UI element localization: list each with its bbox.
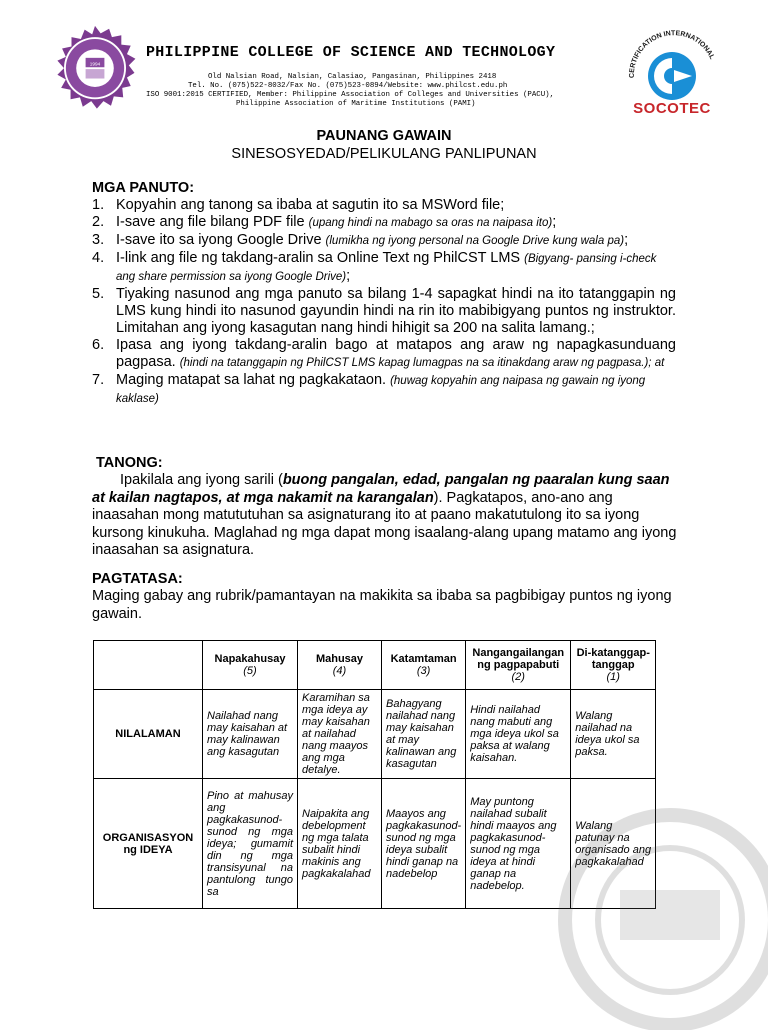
list-item: 5. Tiyaking nasunod ang mga panuto sa bilang 1-4 sapagkat hindi na ito tatanggapin ng LMS kung hindi ito nasunod gayundin hindi na rin ito mabibigyang puntos ng instruktor. Limitahan ang iyong kasagutan nang hindi hihigit sa 200 na salita lamang.; <box>92 286 676 336</box>
list-item: 2. I-save ang file bilang PDF file (upang hindi na mabago sa oras na naipasa ito); <box>92 214 557 230</box>
table-cell: Karamihan sa mga ideya ay may kaisahan at nailahad nang maayos ang mga detalye. <box>298 690 382 779</box>
table-cell: Bahagyang nailahad nang may kaisahan at may kalinawan ang kasagutan <box>382 690 466 779</box>
list-item: 1. Kopyahin ang tanong sa ibaba at sagutin ito sa MSWord file; <box>92 197 505 213</box>
table-cell: Maayos ang pagkakasunod-sunod ng mga ideya subalit hindi ganap na nadebelop <box>382 779 466 909</box>
watermark-seal-icon <box>520 790 768 1030</box>
list-item: 7. Maging matapat sa lahat ng pagkakataon. (huwag kopyahin ang naipasa ng gawain ng iyong kaklase) <box>92 372 646 405</box>
pagtatasa-text: Maging gabay ang rubrik/pamantayan na makikita sa ibaba sa pagbibigay puntos ng iyong gawain. <box>92 588 672 622</box>
socotec-certification-logo <box>612 18 732 122</box>
school-contact: Tel. No. (075)522-8032/Fax No. (075)523-0894/Website: www.philcst.edu.ph <box>188 82 508 90</box>
table-cell: Pino at mahusay ang pagkakasunod-sunod ng mga ideya; gumamit din ng mga transisyunal na pantulong tungo sa <box>203 779 298 909</box>
row-label: ORGANISASYON ng IDEYA <box>94 779 203 909</box>
table-cell: Naipakita ang debelopment ng mga talata subalit hindi makinis ang pagkakalahad <box>298 779 382 909</box>
panuto-list <box>92 197 676 408</box>
college-seal-icon <box>48 24 142 118</box>
table-cell: Walang patunay na organisado ang pagkakalahad <box>571 779 656 909</box>
pagtatasa-heading: PAGTATASA: <box>92 571 183 587</box>
socotec-brand: SOCOTEC <box>633 100 711 117</box>
list-item: 4. I-link ang file ng takdang-aralin sa Online Text ng PhilCST LMS (Bigyang- pansing i-check ang share permission sa iyong Google Drive); <box>92 250 657 284</box>
table-cell: May puntong nailahad subalit hindi maayos ang pagkakasunod-sunod ng mga ideya at hindi ganap na nadebelop. <box>466 779 571 909</box>
table-header-empty <box>94 641 203 690</box>
panuto-heading: MGA PANUTO: <box>92 180 195 196</box>
list-item: 6. Ipasa ang iyong takdang-aralin bago at matapos ang araw ng napagkasunduang pagpasa. (hindi na tatanggapin ng PhilCST LMS kapag lumagpas na sa itinakdang araw ng pagpasa.); at <box>92 337 676 370</box>
table-header-row <box>94 641 656 690</box>
association-line: Philippine Association of Maritime Institutions (PAMI) <box>236 100 476 108</box>
list-item: 3. I-save ito sa iyong Google Drive (lumikha ng iyong personal na Google Drive kung wala pa); <box>92 232 629 248</box>
table-cell: Walang nailahad na ideya ukol sa paksa. <box>571 690 656 779</box>
document-subtitle: SINESOSYEDAD/PELIKULANG PANLIPUNAN <box>231 146 537 162</box>
table-header: Nangangailangan ng pagpapabuti (2) <box>466 641 571 690</box>
table-header: Mahusay (4) <box>298 641 382 690</box>
tanong-heading: TANONG: <box>96 455 163 471</box>
document-title: PAUNANG GAWAIN <box>316 128 452 144</box>
school-address: Old Nalsian Road, Nalsian, Calasiao, Pangasinan, Philippines 2418 <box>208 73 497 81</box>
table-row <box>94 690 656 779</box>
table-cell: Hindi nailahad nang mabuti ang mga ideya ukol sa paksa at walang kaisahan. <box>466 690 571 779</box>
tanong-text: Ipakilala ang iyong sarili (buong pangalan, edad, pangalan ng paaralan kung saan at kailan nagtapos, at mga nakamit na karangalan). Pagkatapos, ano-ano ang inaasahan mong matututuhan sa asignaturang ito at paano makatutulong ito sa iyong kursong kinukuha. Maglahad ng mga dapat mong isaalang-alang upang matamo ang iyong inaasahan sa asignatura. <box>92 472 677 558</box>
table-cell: Nailahad nang may kaisahan at may kalinawan ang kasagutan <box>203 690 298 779</box>
cert-arc-text: CERTIFICATION INTERNATIONAL <box>628 30 716 79</box>
seal-year: 1994 <box>89 61 101 67</box>
table-header: Di-katanggap-tanggap (1) <box>571 641 656 690</box>
table-header: Napakahusay (5) <box>203 641 298 690</box>
school-name: PHILIPPINE COLLEGE OF SCIENCE AND TECHNOLOGY <box>146 44 556 61</box>
table-header: Katamtaman (3) <box>382 641 466 690</box>
row-label: NILALAMAN <box>94 690 203 779</box>
iso-certified-line: ISO 9001:2015 CERTIFIED, Member: Philippine Association of Colleges and Universities (PACU), <box>146 91 555 99</box>
